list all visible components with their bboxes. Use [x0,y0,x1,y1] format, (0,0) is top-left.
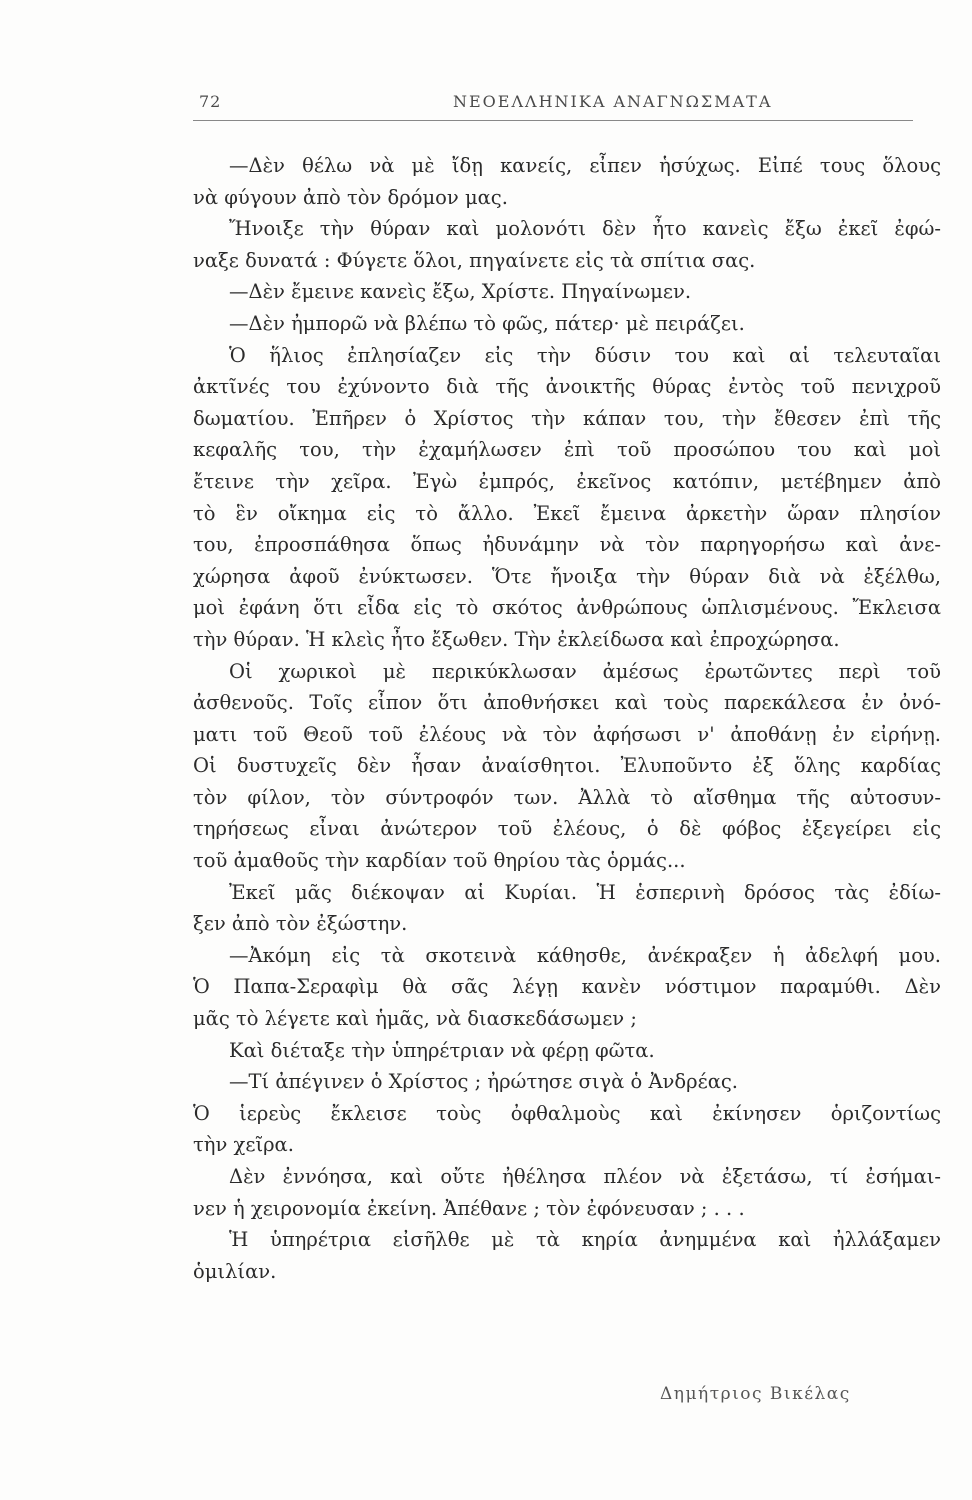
text-line: του, ἐπροσπάθησα ὅπως ἠδυνάμην νὰ τὸν παρηγορήσω καὶ ἀνε- [193,533,941,557]
text-line: —Δὲν θέλω νὰ μὲ ἴδῃ κανείς, εἶπεν ἡσύχως. Εἰπέ τους ὅλους [229,154,941,177]
text-line: —Δὲν ἔμεινε κανεὶς ἔξω, Χρίστε. Πηγαίνωμεν. [229,280,692,304]
page-number: 72 [199,92,222,111]
text-line: Ὁ ἥλιος ἐπλησίαζεν εἰς τὴν δύσιν του καὶ αἱ τελευταῖαι [229,343,941,367]
text-line: Ἤνοιξε τὴν θύραν καὶ μολονότι δὲν ἦτο κανεὶς ἔξω ἐκεῖ ἐφώ- [229,217,941,241]
text-line: ξεν ἀπὸ τὸν ἐξώστην. [193,912,408,936]
header-rule [193,120,913,121]
text-line: —Τί ἀπέγινεν ὁ Χρίστος ; ἠρώτησε σιγὰ ὁ Ἀνδρέας. [229,1070,738,1094]
text-line: ματι τοῦ Θεοῦ τοῦ ἐλέους νὰ τὸν ἀφήσωσι ν' ἀποθάνῃ ἐν εἰρήνῃ. [193,722,941,746]
text-line: δωματίου. Ἐπῆρεν ὁ Χρίστος τὴν κάπαν του, τὴν ἔθεσεν ἐπὶ τῆς [193,406,941,430]
text-line: Καὶ διέταξε τὴν ὑπηρέτριαν νὰ φέρῃ φῶτα. [229,1038,655,1062]
text-line: μᾶς τὸ λέγετε καὶ ἡμᾶς, νὰ διασκεδάσωμεν ; [193,1007,637,1031]
text-line: Ὁ Παπα-Σεραφὶμ θὰ σᾶς λέγῃ κανὲν νόστιμον παραμύθι. Δὲν [193,975,941,999]
text-line: Ὁ ἱερεὺς ἔκλεισε τοὺς ὀφθαλμοὺς καὶ ἐκίνησεν ὁριζοντίως [193,1101,941,1125]
text-line: Οἱ δυστυχεῖς δὲν ἦσαν ἀναίσθητοι. Ἐλυποῦντο ἐξ ὅλης καρδίας [193,754,941,778]
text-line: τὴν θύραν. Ἡ κλεὶς ἦτο ἔξωθεν. Τὴν ἐκλείδωσα καὶ ἐπροχώρησα. [193,627,840,651]
text-line: νεν ἡ χειρονομία ἐκείνη. Ἀπέθανε ; τὸν ἐφόνευσαν ; . . . [193,1196,745,1220]
running-header [193,92,913,120]
text-line: μοὶ ἐφάνη ὅτι εἶδα εἰς τὸ σκότος ἀνθρώπους ὡπλισμένους. Ἔκλεισα [193,596,941,620]
text-line: ὁμιλίαν. [193,1259,277,1283]
text-line: Οἱ χωρικοὶ μὲ περικύκλωσαν ἀμέσως ἐρωτῶντες περὶ τοῦ [229,659,941,683]
text-line: ἀσθενοῦς. Τοῖς εἶπον ὅτι ἀποθνήσκει καὶ τοὺς παρεκάλεσα ἐν ὀνό- [193,691,941,715]
text-line: ναξε δυνατά : Φύγετε ὅλοι, πηγαίνετε εἰς τὰ σπίτια σας. [193,248,756,272]
text-line: χώρησα ἀφοῦ ἐνύκτωσεν. Ὅτε ἤνοιξα τὴν θύραν διὰ νὰ ἐξέλθω, [193,564,941,588]
text-line: —Δὲν ἠμπορῶ νὰ βλέπω τὸ φῶς, πάτερ· μὲ πειράζει. [229,311,745,335]
text-line: νὰ φύγουν ἀπὸ τὸν δρόμον μας. [193,185,508,209]
body-text [193,150,941,1287]
author-signature: Δημήτριος Βικέλας [660,1384,851,1404]
text-line: τὸ ἓν οἴκημα εἰς τὸ ἄλλο. Ἐκεῖ ἔμεινα ἀρκετὴν ὥραν πλησίον [193,501,941,525]
text-line: κεφαλῆς του, τὴν ἐχαμήλωσεν ἐπὶ τοῦ προσώπου του καὶ μοὶ [193,438,941,462]
text-line: Ἐκεῖ μᾶς διέκοψαν αἱ Κυρίαι. Ἡ ἑσπερινὴ δρόσος τὰς ἐδίω- [229,880,941,904]
text-line: τοῦ ἀμαθοῦς τὴν καρδίαν τοῦ θηρίου τὰς ὁρμάς... [193,849,686,873]
running-title: ΝΕΟΕΛΛΗΝΙΚΑ ΑΝΑΓΝΩΣΜΑΤΑ [453,92,773,111]
text-line: τὸν φίλον, τὸν σύντροφόν των. Ἀλλὰ τὸ αἴσθημα τῆς αὐτοσυν- [193,785,941,809]
text-line: Ἡ ὑπηρέτρια εἰσῆλθε μὲ τὰ κηρία ἀνημμένα καὶ ἠλλάξαμεν [229,1228,941,1252]
text-line: ἔτεινε τὴν χεῖρα. Ἐγὼ ἐμπρός, ἐκεῖνος κατόπιν, μετέβημεν ἀπὸ [193,469,941,493]
text-line: ἀκτῖνές του ἐχύνοντο διὰ τῆς ἀνοικτῆς θύρας ἐντὸς τοῦ πενιχροῦ [193,375,941,399]
text-line: —Ἀκόμη εἰς τὰ σκοτεινὰ κάθησθε, ἀνέκραξεν ἡ ἀδελφή μου. [229,943,941,967]
text-line: τὴν χεῖρα. [193,1133,294,1157]
text-line: τηρήσεως εἶναι ἀνώτερον τοῦ ἐλέους, ὁ δὲ φόβος ἐξεγείρει εἰς [193,817,941,841]
text-line: Δὲν ἐννόησα, καὶ οὔτε ἠθέλησα πλέον νὰ ἐξετάσω, τί ἐσήμαι- [229,1165,941,1188]
